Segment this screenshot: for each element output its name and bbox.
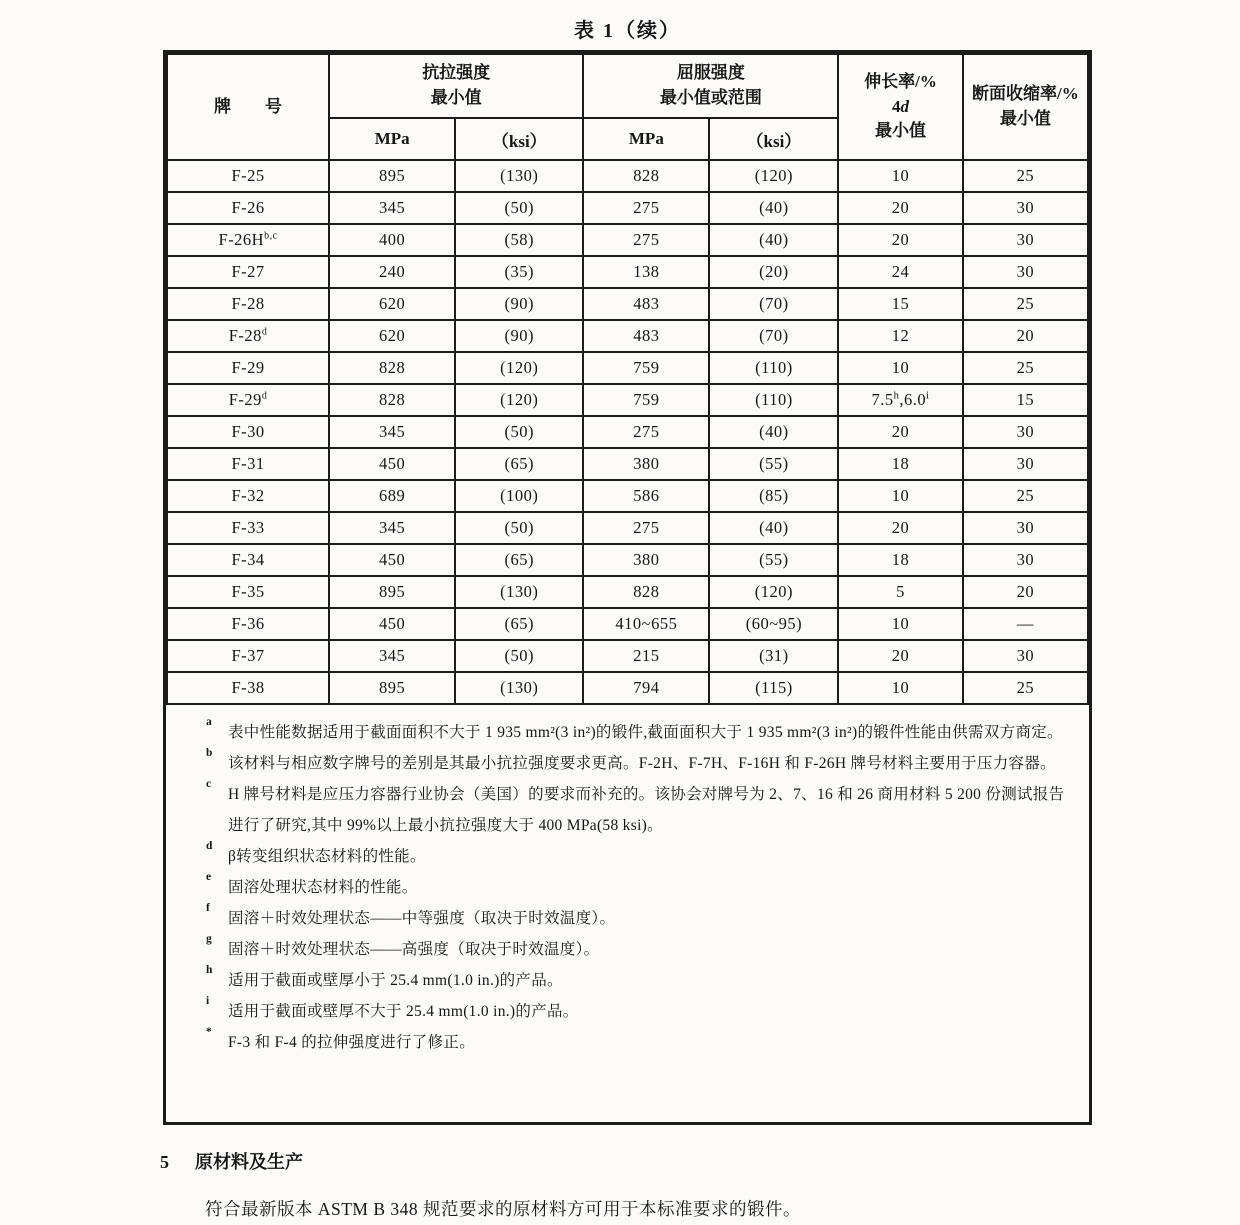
value-cell: 25 <box>963 672 1088 704</box>
table-row <box>167 576 1088 608</box>
table-row <box>167 352 1088 384</box>
value-cell: (120) <box>455 352 583 384</box>
header-grade: 牌 号 <box>167 54 329 160</box>
value-cell: 794 <box>583 672 709 704</box>
value-cell: (70) <box>709 288 838 320</box>
value-cell: 10 <box>838 672 962 704</box>
grade-cell: F-27 <box>167 256 329 288</box>
value-cell: 20 <box>838 512 962 544</box>
value-cell: 450 <box>329 544 455 576</box>
body-paragraph: 符合最新版本 ASTM B 348 规范要求的原材料方可用于本标准要求的锻件。 <box>205 1199 802 1219</box>
value-cell: 20 <box>963 320 1088 352</box>
footnote-text: 固溶＋时效处理状态——高强度（取决于时效温度）。 <box>228 941 600 958</box>
value-cell: 345 <box>329 512 455 544</box>
grade-cell: F-30 <box>167 416 329 448</box>
value-cell: 759 <box>583 352 709 384</box>
value-cell: 15 <box>963 384 1088 416</box>
value-cell: 689 <box>329 480 455 512</box>
table-row <box>167 672 1088 704</box>
value-cell: 24 <box>838 256 962 288</box>
value-cell: (65) <box>455 608 583 640</box>
value-cell: 215 <box>583 640 709 672</box>
value-cell: 25 <box>963 288 1088 320</box>
grade-cell: F-38 <box>167 672 329 704</box>
table-row <box>167 160 1088 192</box>
value-cell: 400 <box>329 224 455 256</box>
value-cell: 30 <box>963 416 1088 448</box>
value-cell: 25 <box>963 352 1088 384</box>
table-row <box>167 544 1088 576</box>
table-row <box>167 480 1088 512</box>
grade-cell: F-32 <box>167 480 329 512</box>
value-cell: 7.5$^h$,6.0$^i$ <box>838 384 962 416</box>
value-cell: (60~95) <box>709 608 838 640</box>
value-cell: 30 <box>963 224 1088 256</box>
value-cell: 18 <box>838 448 962 480</box>
table-row <box>167 448 1088 480</box>
grade-cell: F-26 <box>167 192 329 224</box>
section-heading <box>160 1148 303 1174</box>
value-cell: (35) <box>455 256 583 288</box>
value-cell: 30 <box>963 640 1088 672</box>
grade-cell: F-28 <box>167 288 329 320</box>
footnote-text: β转变组织状态材料的性能。 <box>228 848 426 865</box>
grade-cell: $F-26H^{b,c}$ <box>167 224 329 256</box>
value-cell: 380 <box>583 544 709 576</box>
value-cell: 138 <box>583 256 709 288</box>
value-cell: (130) <box>455 576 583 608</box>
value-cell: (40) <box>709 512 838 544</box>
value-cell: 450 <box>329 448 455 480</box>
table-row <box>167 512 1088 544</box>
value-cell: 25 <box>963 160 1088 192</box>
value-cell: 20 <box>838 640 962 672</box>
value-cell: (50) <box>455 640 583 672</box>
value-cell: 30 <box>963 512 1088 544</box>
value-cell: 30 <box>963 448 1088 480</box>
grade-cell: F-34 <box>167 544 329 576</box>
value-cell: 240 <box>329 256 455 288</box>
table-title: 表 1（续） <box>574 20 681 42</box>
value-cell: 5 <box>838 576 962 608</box>
value-cell: 759 <box>583 384 709 416</box>
value-cell: 895 <box>329 576 455 608</box>
table-row <box>167 640 1088 672</box>
footnote: h 适用于截面或壁厚小于 25.4 mm(1.0 in.)的产品。 <box>206 964 563 989</box>
footnote-text: H 牌号材料是应压力容器行业协会（美国）的要求而补充的。该协会对牌号为 2、7、16 和 26 商用材料 5 200 份测试报告进行了研究,其中 99%以上最小抗拉强度大于 400 MPa(58 ksi)。 <box>228 786 1065 834</box>
value-cell: 10 <box>838 160 962 192</box>
value-cell: 828 <box>329 352 455 384</box>
table-row <box>167 256 1088 288</box>
footnote: f 固溶＋时效处理状态——中等强度（取决于时效温度）。 <box>206 902 616 927</box>
grade-cell: F-35 <box>167 576 329 608</box>
footnote-text: 固溶处理状态材料的性能。 <box>228 879 418 896</box>
footnote: i 适用于截面或壁厚不大于 25.4 mm(1.0 in.)的产品。 <box>206 995 579 1020</box>
header-tensile-strength: 抗拉强度 最小值 <box>329 54 583 118</box>
footnote: a 表中性能数据适用于截面面积不大于 1 935 mm²(3 in²)的锻件,截面面积大于 1 935 mm²(3 in²)的锻件性能由供需双方商定。 <box>206 716 1063 741</box>
value-cell: 20 <box>838 416 962 448</box>
value-cell: (90) <box>455 288 583 320</box>
value-cell: (40) <box>709 416 838 448</box>
value-cell: 12 <box>838 320 962 352</box>
value-cell: (40) <box>709 224 838 256</box>
footnote-text: 适用于截面或壁厚不大于 25.4 mm(1.0 in.)的产品。 <box>228 1003 579 1020</box>
grade-cell: F-33 <box>167 512 329 544</box>
footnote-text: 固溶＋时效处理状态——中等强度（取决于时效温度）。 <box>228 910 616 927</box>
footnote-text: 该材料与相应数字牌号的差别是其最小抗拉强度要求更高。F-2H、F-7H、F-16H 和 F-26H 牌号材料主要用于压力容器。 <box>228 755 1056 772</box>
table-row <box>167 224 1088 256</box>
value-cell: 275 <box>583 224 709 256</box>
value-cell: (50) <box>455 416 583 448</box>
value-cell: 30 <box>963 544 1088 576</box>
value-cell: 20 <box>963 576 1088 608</box>
value-cell: (110) <box>709 352 838 384</box>
table-row <box>167 320 1088 352</box>
value-cell: (55) <box>709 448 838 480</box>
section-number: 5 <box>160 1152 169 1172</box>
value-cell: (130) <box>455 672 583 704</box>
value-cell: 10 <box>838 480 962 512</box>
table-row <box>167 416 1088 448</box>
value-cell: 345 <box>329 416 455 448</box>
value-cell: (110) <box>709 384 838 416</box>
footnote-text: 表中性能数据适用于截面面积不大于 1 935 mm²(3 in²)的锻件,截面面积大于 1 935 mm²(3 in²)的锻件性能由供需双方商定。 <box>228 724 1063 741</box>
table-frame <box>163 50 1092 1125</box>
value-cell: (90) <box>455 320 583 352</box>
value-cell: (50) <box>455 512 583 544</box>
value-cell: 450 <box>329 608 455 640</box>
value-cell: 20 <box>838 192 962 224</box>
value-cell: 20 <box>838 224 962 256</box>
value-cell: — <box>963 608 1088 640</box>
footnote-area <box>166 705 1089 1072</box>
section-title: 原材料及生产 <box>195 1152 303 1172</box>
value-cell: (65) <box>455 544 583 576</box>
footnote: * F-3 和 F-4 的拉伸强度进行了修正。 <box>206 1026 475 1051</box>
value-cell: (58) <box>455 224 583 256</box>
header-reduction-of-area: 断面收缩率/% 最小值 <box>963 54 1088 160</box>
value-cell: 483 <box>583 288 709 320</box>
value-cell: (50) <box>455 192 583 224</box>
value-cell: 586 <box>583 480 709 512</box>
value-cell: 828 <box>583 576 709 608</box>
table-row <box>167 608 1088 640</box>
value-cell: (120) <box>709 160 838 192</box>
value-cell: (70) <box>709 320 838 352</box>
value-cell: 10 <box>838 608 962 640</box>
value-cell: (40) <box>709 192 838 224</box>
footnote: d β转变组织状态材料的性能。 <box>206 840 426 865</box>
value-cell: 620 <box>329 320 455 352</box>
grade-cell: F-31 <box>167 448 329 480</box>
value-cell: 345 <box>329 640 455 672</box>
grade-cell: F-29 <box>167 352 329 384</box>
value-cell: 18 <box>838 544 962 576</box>
value-cell: (100) <box>455 480 583 512</box>
footnote-text: 适用于截面或壁厚小于 25.4 mm(1.0 in.)的产品。 <box>228 972 563 989</box>
value-cell: 25 <box>963 480 1088 512</box>
header-yield-strength: 屈服强度 最小值或范围 <box>583 54 838 118</box>
value-cell: 828 <box>583 160 709 192</box>
value-cell: 10 <box>838 352 962 384</box>
value-cell: 895 <box>329 160 455 192</box>
value-cell: 30 <box>963 192 1088 224</box>
value-cell: (120) <box>455 384 583 416</box>
footnote: g 固溶＋时效处理状态——高强度（取决于时效温度）。 <box>206 933 600 958</box>
header-yield-ksi: （ksi） <box>709 118 838 160</box>
value-cell: 275 <box>583 416 709 448</box>
value-cell: 410~655 <box>583 608 709 640</box>
spec-table <box>166 53 1089 705</box>
value-cell: (85) <box>709 480 838 512</box>
value-cell: 620 <box>329 288 455 320</box>
value-cell: (20) <box>709 256 838 288</box>
value-cell: 380 <box>583 448 709 480</box>
table-row <box>167 384 1088 416</box>
grade-cell: F-28$^d$ <box>167 320 329 352</box>
value-cell: 275 <box>583 192 709 224</box>
value-cell: 483 <box>583 320 709 352</box>
grade-cell: F-29$^d$ <box>167 384 329 416</box>
value-cell: 15 <box>838 288 962 320</box>
footnote: e 固溶处理状态材料的性能。 <box>206 871 418 896</box>
value-cell: 275 <box>583 512 709 544</box>
value-cell: 345 <box>329 192 455 224</box>
header-yield-mpa: MPa <box>583 118 709 160</box>
value-cell: (130) <box>455 160 583 192</box>
footnote: b 该材料与相应数字牌号的差别是其最小抗拉强度要求更高。F-2H、F-7H、F-16H 和 F-26H 牌号材料主要用于压力容器。 <box>206 747 1056 772</box>
grade-cell: F-25 <box>167 160 329 192</box>
grade-cell: F-36 <box>167 608 329 640</box>
value-cell: (55) <box>709 544 838 576</box>
value-cell: (65) <box>455 448 583 480</box>
footnote-text: F-3 和 F-4 的拉伸强度进行了修正。 <box>228 1034 475 1051</box>
grade-cell: F-37 <box>167 640 329 672</box>
value-cell: 30 <box>963 256 1088 288</box>
value-cell: (115) <box>709 672 838 704</box>
header-elongation: 伸长率/% 4d 最小值 <box>838 54 962 160</box>
value-cell: (31) <box>709 640 838 672</box>
table-row <box>167 192 1088 224</box>
header-tensile-ksi: （ksi） <box>455 118 583 160</box>
value-cell: 895 <box>329 672 455 704</box>
value-cell: (120) <box>709 576 838 608</box>
value-cell: 828 <box>329 384 455 416</box>
header-tensile-mpa: MPa <box>329 118 455 160</box>
footnote: c H 牌号材料是应压力容器行业协会（美国）的要求而补充的。该协会对牌号为 2、7、16 和 26 商用材料 5 200 份测试报告进行了研究,其中 99%以上最小抗拉强度大于 400 MPa(58 ksi)。 <box>206 778 1065 834</box>
table-row <box>167 288 1088 320</box>
